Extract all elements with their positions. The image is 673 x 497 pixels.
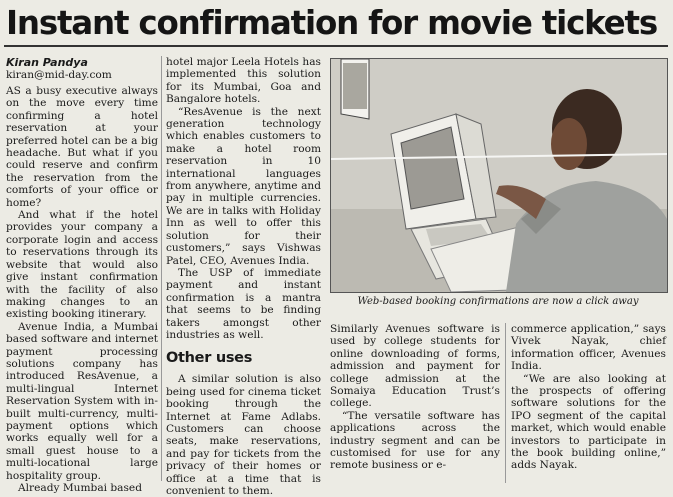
- column-divider: [161, 56, 162, 481]
- paragraph: AS a busy executive always on the move every time confirming a hotel reservation at your preferred hotel can be a big headache. But what if you could reserve and confirm the reservation from the comforts of your office or home?: [6, 85, 158, 209]
- photo-caption: Web-based booking confirmations are now a click away: [357, 296, 639, 307]
- paragraph: “ResAvenue is the next generation technology which enables customers to make a hotel room reservation in 10 international languages from anywhere, anytime and pay in multiple currencies. We are in talks with Holiday Inn as well to offer this solution for their customers,” says Vishwas Patel, CEO, Avenues India.: [166, 105, 321, 267]
- photo-illustration: [331, 59, 667, 292]
- article-column-1: [6, 56, 158, 494]
- paragraph: “The versatile software has applications across the industry segment and can be customised for use for any remote business or e-: [330, 409, 500, 472]
- headline-rule: [4, 45, 668, 47]
- byline-name: Kiran Pandya: [6, 56, 88, 69]
- paragraph: Similarly Avenues software is used by college students for online downloading of forms, admission and payment for college admission at the Somaiya Education Trust’s college.: [330, 323, 500, 410]
- article-column-4: [511, 323, 666, 472]
- column-divider: [505, 323, 506, 483]
- paragraph: commerce application,” says Vivek Nayak, chief information officer, Avenues India.: [511, 323, 666, 373]
- subheading: Other uses: [166, 350, 253, 367]
- article-column-3: [330, 323, 500, 472]
- paragraph: The USP of immediate payment and instant confirmation is a mantra that seems to be finding takers amongst other industries as well.: [166, 266, 321, 341]
- article-photo: [330, 58, 668, 293]
- paragraph: Avenue India, a Mumbai based software and internet payment processing solutions company has introduced ResAvenue, a multi-lingual Internet Reservation System with in-built multi-currency, multi-payment options which works equally well for a small guest house to a multi-locational large hospitality group.: [6, 320, 158, 482]
- paragraph: Already Mumbai based: [18, 482, 142, 494]
- paragraph: “We are also looking at the prospects of offering software solutions for the IPO segment of the capital market, which would enable investors to participate in the book building online,” adds Nayak.: [511, 372, 666, 472]
- paragraph: A similar solution is also being used for cinema ticket booking through the Internet at Fame Adlabs. Customers can choose seats, make reservations, and pay for tickets from the privacy of their homes or office at a time that is convenient to them.: [166, 373, 321, 497]
- byline-email: kiran@mid-day.com: [6, 69, 112, 81]
- article-column-2: [166, 56, 321, 497]
- paragraph: And what if the hotel provides your company a corporate login and access to reservations through its website that would also give instant confirmation with the facility of also making changes to an existing booking itinerary.: [6, 209, 158, 321]
- paragraph: hotel major Leela Hotels has implemented this solution for its Mumbai, Goa and Bangalore hotels.: [166, 56, 321, 106]
- headline: Instant confirmation for movie tickets: [6, 4, 658, 42]
